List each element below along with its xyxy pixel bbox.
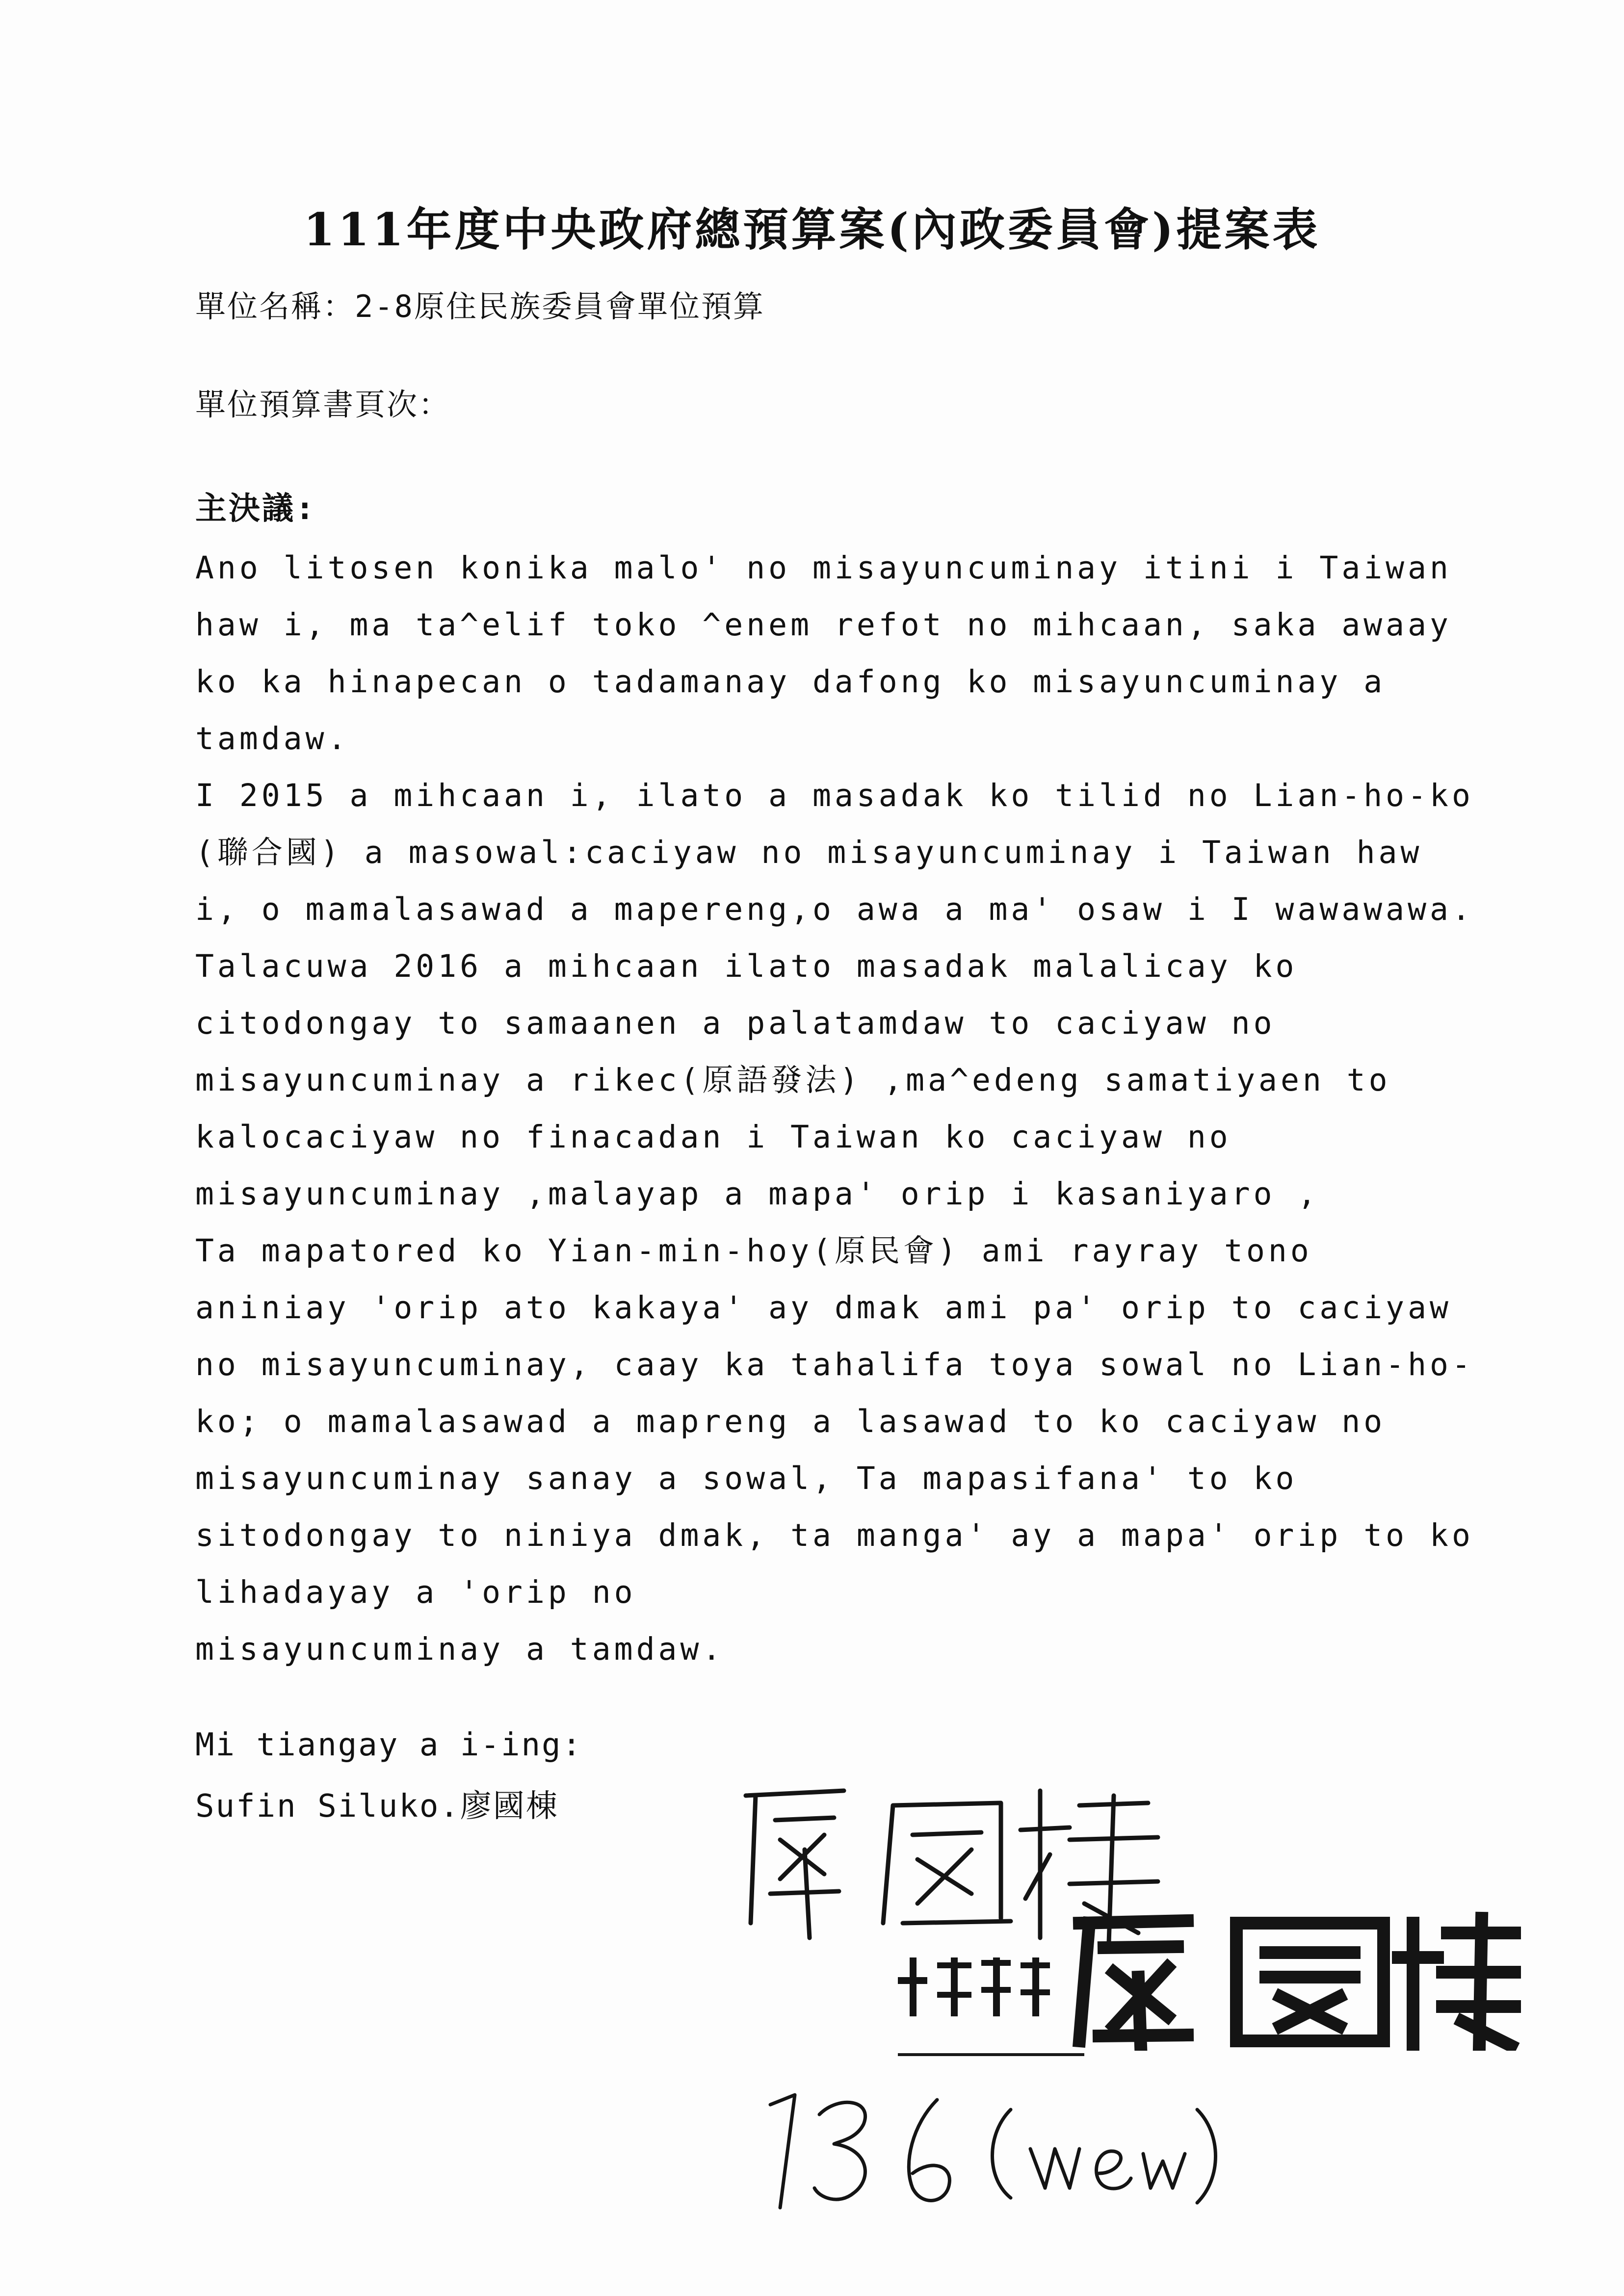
resolution-body	[195, 540, 1481, 1678]
proposer-name: Sufin Siluko.廖國棟	[195, 1788, 559, 1825]
body-paragraph: misayuncuminay a tamdaw.	[195, 1631, 725, 1667]
handwritten-page-note	[756, 2075, 1227, 2222]
body-paragraph: I 2015 a mihcaan i, ilato a masadak ko tilid no Lian-ho-ko (聯合國) a masowal:caciyaw no misayuncuminay i Taiwan haw i, o mamalasawad a mapereng,o awa a ma' osaw i I wawawawa. Talacuwa 2016 a mihcaan ilato masadak malalicay ko citodongay to samaanen a palatamdaw to caciyaw no misayuncuminay a rikec(原語發法) ,ma^edeng samatiyaen to kalocaciyaw no finacadan i Taiwan ko caciyaw no misayuncuminay ,malayap a mapa' orip i kasaniyaro ,	[195, 778, 1474, 1212]
resolution-label: 主決議:	[195, 491, 316, 527]
proposer-label: Mi tiangay a i-ing:	[195, 1727, 583, 1763]
stamp-underline	[898, 2053, 1084, 2056]
document-title: 111年度中央政府總預算案(內政委員會)提案表	[303, 203, 1321, 256]
unit-budget-page: 單位預算書頁次：	[195, 387, 451, 422]
body-paragraph: Ano litosen konika malo' no misayuncuminay itini i Taiwan haw i, ma ta^elif toko ^enem refot no mihcaan, saka awaay ko ka hinapecan o tadamanay dafong ko misayuncuminay a tamdaw.	[195, 550, 1452, 757]
unit-name: 單位名稱：2-8原住民族委員會單位預算	[195, 288, 765, 324]
legislator-stamp	[893, 1904, 1521, 2051]
body-paragraph: Ta mapatored ko Yian-min-hoy(原民會) ami rayray tono aniniay 'orip ato kakaya' ay dmak ami pa' orip to caciyaw no misayuncuminay, caay ka tahalifa toya sowal no Lian-ho-ko; o mamalasawad a mapreng a lasawad to ko caciyaw no misayuncuminay sanay a sowal, Ta mapasifana' to ko sitodongay to niniya dmak, ta manga' ay a mapa' orip to ko lihadayay a 'orip no	[195, 1233, 1474, 1610]
